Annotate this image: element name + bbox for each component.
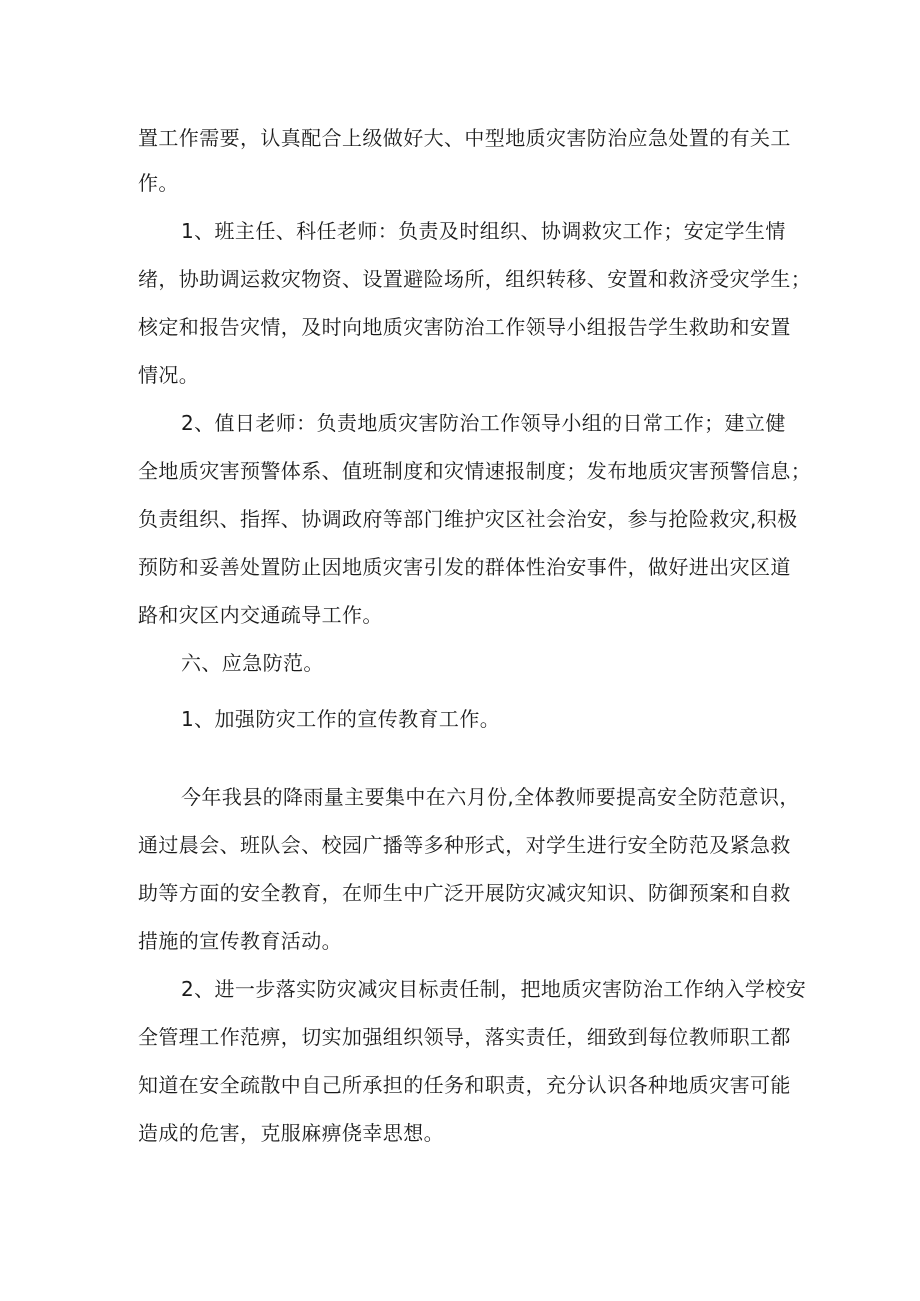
section-heading: 六、应急防范。 [181,651,324,675]
text-line: 2、值日老师：负责地质灾害防治工作领导小组的日常工作；建立健 [181,411,786,435]
text-line: 1、班主任、科任老师：负责及时组织、协调救灾工作；安定学生情 [181,219,786,243]
text-line: 作。 [138,171,179,195]
text-line: 措施的宣传教育活动。 [138,929,342,953]
text-line: 1、加强防灾工作的宣传教育工作。 [181,707,501,731]
text-line: 今年我县的降雨量主要集中在六月份,全体教师要提高安全防范意识， [181,785,800,809]
text-line: 2、进一步落实防灾减灾目标责任制，把地质灾害防治工作纳入学校安 [181,977,807,1001]
text-line: 核定和报告灾情，及时向地质灾害防治工作领导小组报告学生救助和安置 [138,315,791,339]
text-line: 预防和妥善处置防止因地质灾害引发的群体性治安事件，做好进出灾区道 [138,555,791,579]
text-line: 绪，协助调运救灾物资、设置避险场所，组织转移、安置和救济受灾学生； [138,267,812,291]
text-line: 置工作需要，认真配合上级做好大、中型地质灾害防治应急处置的有关工 [138,126,791,150]
text-line: 全地质灾害预警体系、值班制度和灾情速报制度；发布地质灾害预警信息； [138,459,812,483]
text-line: 负责组织、指挥、协调政府等部门维护灾区社会治安，参与抢险救灾,积极 [138,507,798,531]
text-line: 情况。 [138,363,200,387]
text-line: 通过晨会、班队会、校园广播等多种形式，对学生进行安全防范及紧急救 [138,833,791,857]
text-line: 造成的危害，克服麻痹侥幸思想。 [138,1121,444,1145]
text-line: 路和灾区内交通疏导工作。 [138,603,383,627]
text-line: 知道在安全疏散中自己所承担的任务和职责，充分认识各种地质灾害可能 [138,1073,791,1097]
text-line: 全管理工作范痹，切实加强组织领导，落实责任，细致到每位教师职工都 [138,1025,791,1049]
text-line: 助等方面的安全教育，在师生中广泛开展防灾减灾知识、防御预案和自救 [138,881,791,905]
